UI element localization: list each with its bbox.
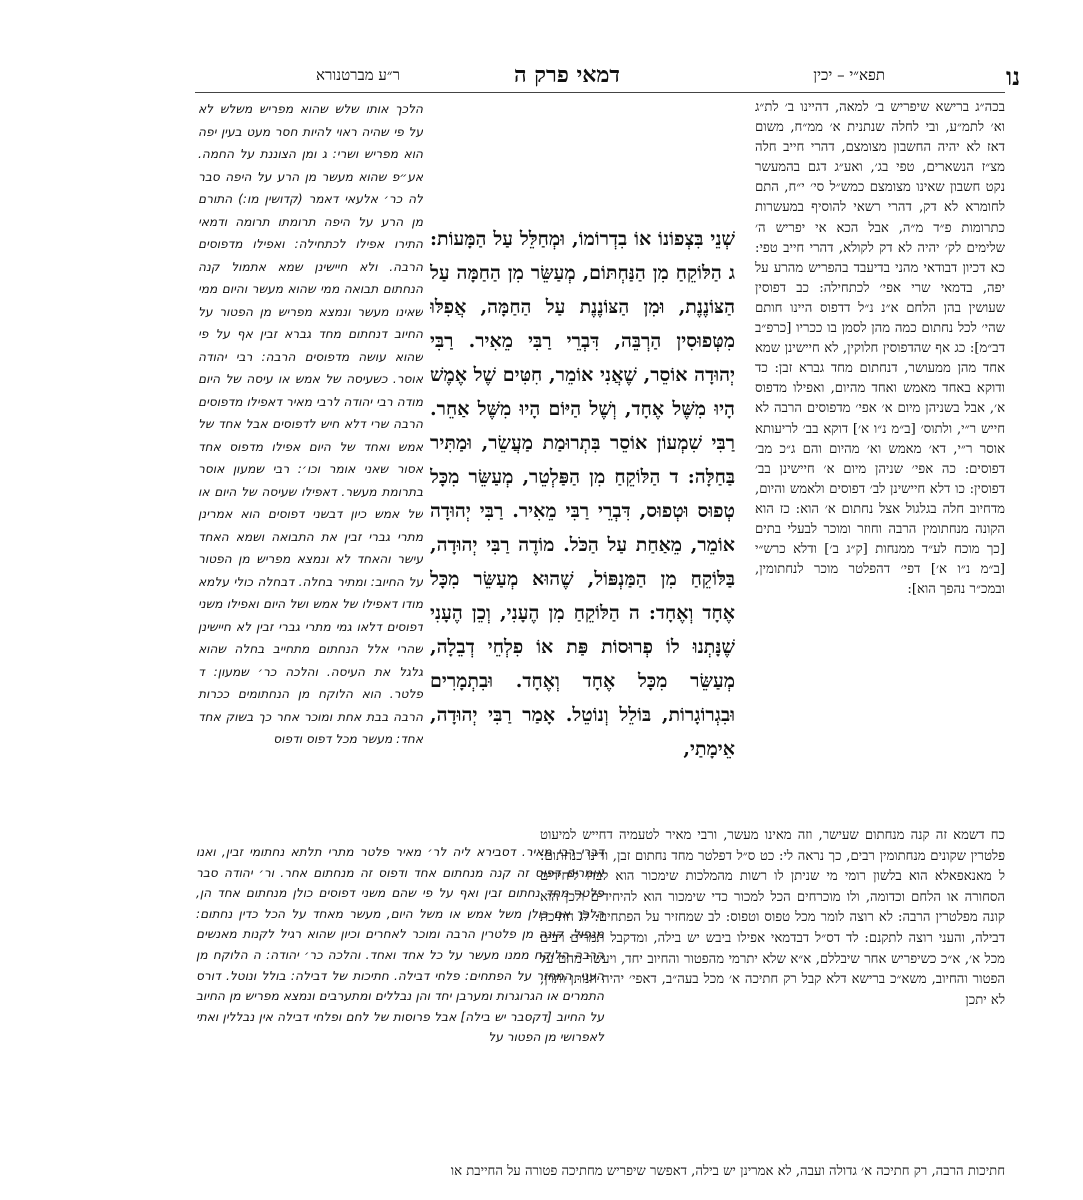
yachin-text: בכה״ג ברישא שיפריש ב׳ למאה, דהיינו ב׳ לת״ג וא׳ לתמ״ע, ובי לחלה שנתנית א׳ ממ״ח, משום דאז לא יהיה החשבון מצומצם, דהרי חייב חלה מצ״ז הנשארים, טפי בג׳, ואע״ג דגם בהמעשר נקט חשבון שאינו מצומצם כמש״ל סי׳ י״ח, התם לחומרא לא דק, דהרי רשאי להוסיף במעשרות כתרומות פ״ד מ״ה, אבל הכא אי יפריש ה׳ שלימים לק׳ יהיה לא דק לקולא, דהרי חייב טפי: כא דכיון דבודאי מהני בדיעבד בהפריש מהרע על יפה, בדמאי שרי אפי׳ לכתחילה: כב דפוסין שעושין בהן הלחם א״נ נ״ל דדפוס היינו חותם שהי׳ לכל נחתום כמה מהן לסמן בו ככריו [כרפ״ב דב״מ]: כג אף שהדפוסין חלוקין, לא חיישינן שמא אחד מהן ממעושר, דנחתום מחד גברא זבן: כד ודוקא באחד מאמש ואחד מהיום, ואפילו מדפוס א׳, אבל בשניהן מיום א׳ אפי׳ מדפוסים הרבה לא חייש ר״י, ולתוס׳ [ב״מ נ״ו א׳] דוקא בב׳ לריעותא אוסר ר״י, דא׳ מאמש וא׳ מהיום והם ג״כ מב׳ דפוסים: כה אפי׳ שניהן מיום א׳ חיישינן בב׳ דפוסין: כו דלא חיישינן לב׳ דפוסים ולאמש והיום, מדחיוב חלה בגלגול אצל נחתום א׳ הוא: כז הוא הקונה מנחתומין הרבה וחוזר ומוכר לבעלי בתים [כך מוכח לע״ד ממנחות [ק״ג ב׳] ודלא כרש״י [ב״מ נ״ו א׳] דפי׳ דהפלטר מוכר לנחתומין, ובמכ״ר נהפך הוא]: xyxy=(755,100,1005,598)
header-rule xyxy=(195,92,1005,93)
commentary-label-yachin: תפא״י – יכין xyxy=(813,66,885,84)
commentary-label-bartenura: ר״ע מברטנורא xyxy=(316,66,400,84)
bartenura-commentary-column xyxy=(198,98,423,818)
chapter-title: דמאי פרק ה xyxy=(513,62,620,88)
mishnah-text: שְׁנֵי בִּצְפוֹנוֹ אוֹ בִדְרוֹמוֹ, וּמְחַלֵּל עַל הַמָּעוֹת: ג הַלּוֹקֵחַ מִן הַנַּחְתּוֹם, מְעַשֵּׂר מִן הַחַמָּה עַל הַצּוֹנֶנֶת, וּמִן הַצּוֹנֶנֶת עַל הַחַמָּה, אֲפִלּוּ מִטְּפוּסִין הַרְבֵּה, דִּבְרֵי רַבִּי מֵאִיר. רַבִּי יְהוּדָה אוֹסֵר, שֶׁאֲנִי אוֹמֵר, חִטִּים שֶׁל אֶמֶשׁ הָיוּ מִשֶּׁל אֶחָד, וְשֶׁל הַיּוֹם הָיוּ מִשֶּׁל אַחֵר. רַבִּי שִׁמְעוֹן אוֹסֵר בִּתְרוּמַת מַעֲשֵׂר, וּמַתִּיר בַּחַלָּה: ד הַלּוֹקֵחַ מִן הַפַּלְטֵר, מְעַשֵּׂר מִכָּל טְפוּס וּטְפוּס, דִּבְרֵי רַבִּי מֵאִיר. רַבִּי יְהוּדָה אוֹמֵר, מֵאַחַת עַל הַכֹּל. מוֹדֶה רַבִּי יְהוּדָה, בַּלּוֹקֵחַ מִן הַמַּנְפּוֹל, שֶׁהוּא מְעַשֵּׂר מִכָּל אֶחָד וְאֶחָד: ה הַלּוֹקֵחַ מִן הֶעָנִי, וְכֵן הֶעָנִי שֶׁנָּתְנוּ לוֹ פְרוּסוֹת פַּת אוֹ פִלְחֵי דְבֵלָה, מְעַשֵּׂר מִכָּל אֶחָד וְאֶחָד. וּבִתְמָרִים וּבִגְרוֹגָרוֹת, בּוֹלֵל וְנוֹטֵל. אָמַר רַבִּי יְהוּדָה, אֵימָתַי, xyxy=(430,228,735,760)
yachin-commentary-footer-line xyxy=(195,1162,1005,1182)
yachin-commentary-column xyxy=(755,98,1005,826)
bartenura-commentary-bottom xyxy=(196,842,604,1048)
bartenura-text: הלכך אותו שלש שהוא מפריש משלש לא על פי שהיה ראוי להיות חסר מעט בעין יפה הוא מפריש ושרי: ג ומן הצוננת על החמה. אע״פ שהוא מעשר מן הרע על היפה סבר לה כר׳ אלעאי דאמר (קדושין מו:) התורם מן הרע על היפה תרומתו תרומה ודמאי התירו אפילו לכתחילה: ואפילו מדפוסים הרבה. ולא חיישינן שמא אתמול קנה הנחתום תבואה ממי שהוא מעשר והיום ממי שאינו מעשר ונמצא מפריש מן הפטור על החיוב דנחתום מחד גברא זבין אף על פי שהוא עושה מדפוסים הרבה: רבי יהודה אוסר. כשעיסה של אמש או עיסה של היום מודה רבי יהודה לרבי מאיר דאפילו מדפוסים הרבה שרי דלא חיש לדפוסים אבל אחד של אמש ואחד של היום אפילו מדפוס אחד אסור שאני אומר וכו׳: רבי שמעון אוסר בתרומת מעשר. דאפילו שעיסה של היום או של אמש כיון דבשני דפוסים הוא אמרינן מתרי גברי זבין את התבואה ושמא האחד עישר והאחד לא ונמצא מפריש מן הפטור על החיוב: ומתיר בחלה. דבחלה כולי עלמא מודו דאפילו של אמש ושל היום ואפילו משני דפוסים דלאו גמי מתרי גברי זבין לא חיישינן שהרי אלל הנחתום מתחייב בחלה שהוא גלגל את העיסה. והלכה כר׳ שמעון: ד פלטר. הוא הלוקח מן הנחתומים ככרות הרבה בבת אחת ומוכר אחר כך בשוק אחד אחד: מעשר מכל דפוס ודפוס xyxy=(198,102,423,746)
bartenura-bottom-text: דברי רבי מאיר. דסבירא ליה לר׳ מאיר פלטר מתרי תלתא נחתומי זבין, ואנו אומרים דפוס זה קנה מנחתום אחד ודפוס זה מנחתום אחר. ור׳ יהודה סבר פלטר מחד נחתום זבין ואף על פי שהם משני דפוסים כולן מנחתום אחד הן, הלכך אם כולן משל אמש או משל היום, מעשר מאחד על הכל כדין נחתום: מנפול. קונה מן פלטרין הרבה ומוכר לאחרים וכיון שהוא רגיל לקנות מאנשים הרבה הלוקח ממנו מעשר על כל אחד ואחד. והלכה כר׳ יהודה: ה הלוקח מן העני. המחזר על הפתחים: פלחי דבילה. חתיכות של דבילה: בולל ונוטל. דורס התמרים או הגרוגרות ומערבן יחד והן נבללים ומתערבים ונמצא מפריש מן החיוב על החיוב [דקסבר יש בילה] אבל פרוסות של לחם ופלחי דבילה אין נבללין ואתי לאפרושי מן הפטור על xyxy=(196,845,604,1045)
mishnah-main-text xyxy=(430,222,735,832)
yachin-commentary-bottom xyxy=(540,826,1005,1011)
page-header xyxy=(180,62,1020,92)
page-number: נו xyxy=(1006,62,1020,91)
yachin-bottom-text: כח דשמא זה קנה מנחתום שעישר, וזה מאינו מעשר, ורבי מאיר לטעמיה דחייש למיעוט פלטרין שקונים מנחתומין רבים, כך נראה לי: כט ס״ל דפלטר מחד נחתום זבן, ודינו כנחתום: ל מאנאפאלא הוא בלשון רומי מי שניתן לו רשות מהמלכות שימכור הוא לבדו ליחידים הסחורה או הלחם וכדומה, ולו מוכרחים הכל למכור כדי שימכור הוא להיחידים ולכן הוא קונה מפלטרין הרבה: לא רוצה לומר מכל טפוס וטפוס: לב שמחזיר על הפתחים: לג חתיכת דבילה, והעני רוצה לתקנם: לד דס״ל דבדמאי אפילו ביבש יש בילה, ומדקבל תמרים רבים מכל א׳, א״כ כשיפריש אחר שיבללם, א״א שלא יתרמי מהפטור והחיוב יחד, ויעשר מהם על הפטור והחיוב, משא״כ ברישא דלא קבל רק חתיכה א׳ מכל בעה״ב, דאפי׳ יהיה הנותן ותרן, לא יתכן xyxy=(540,828,1005,1008)
yachin-footer-text: חתיכות הרבה, רק חתיכה א׳ גדולה ועבה, לא אמרינן יש בילה, דאפשר שיפריש מחתיכה פטורה על החייבת או xyxy=(450,1164,1005,1179)
